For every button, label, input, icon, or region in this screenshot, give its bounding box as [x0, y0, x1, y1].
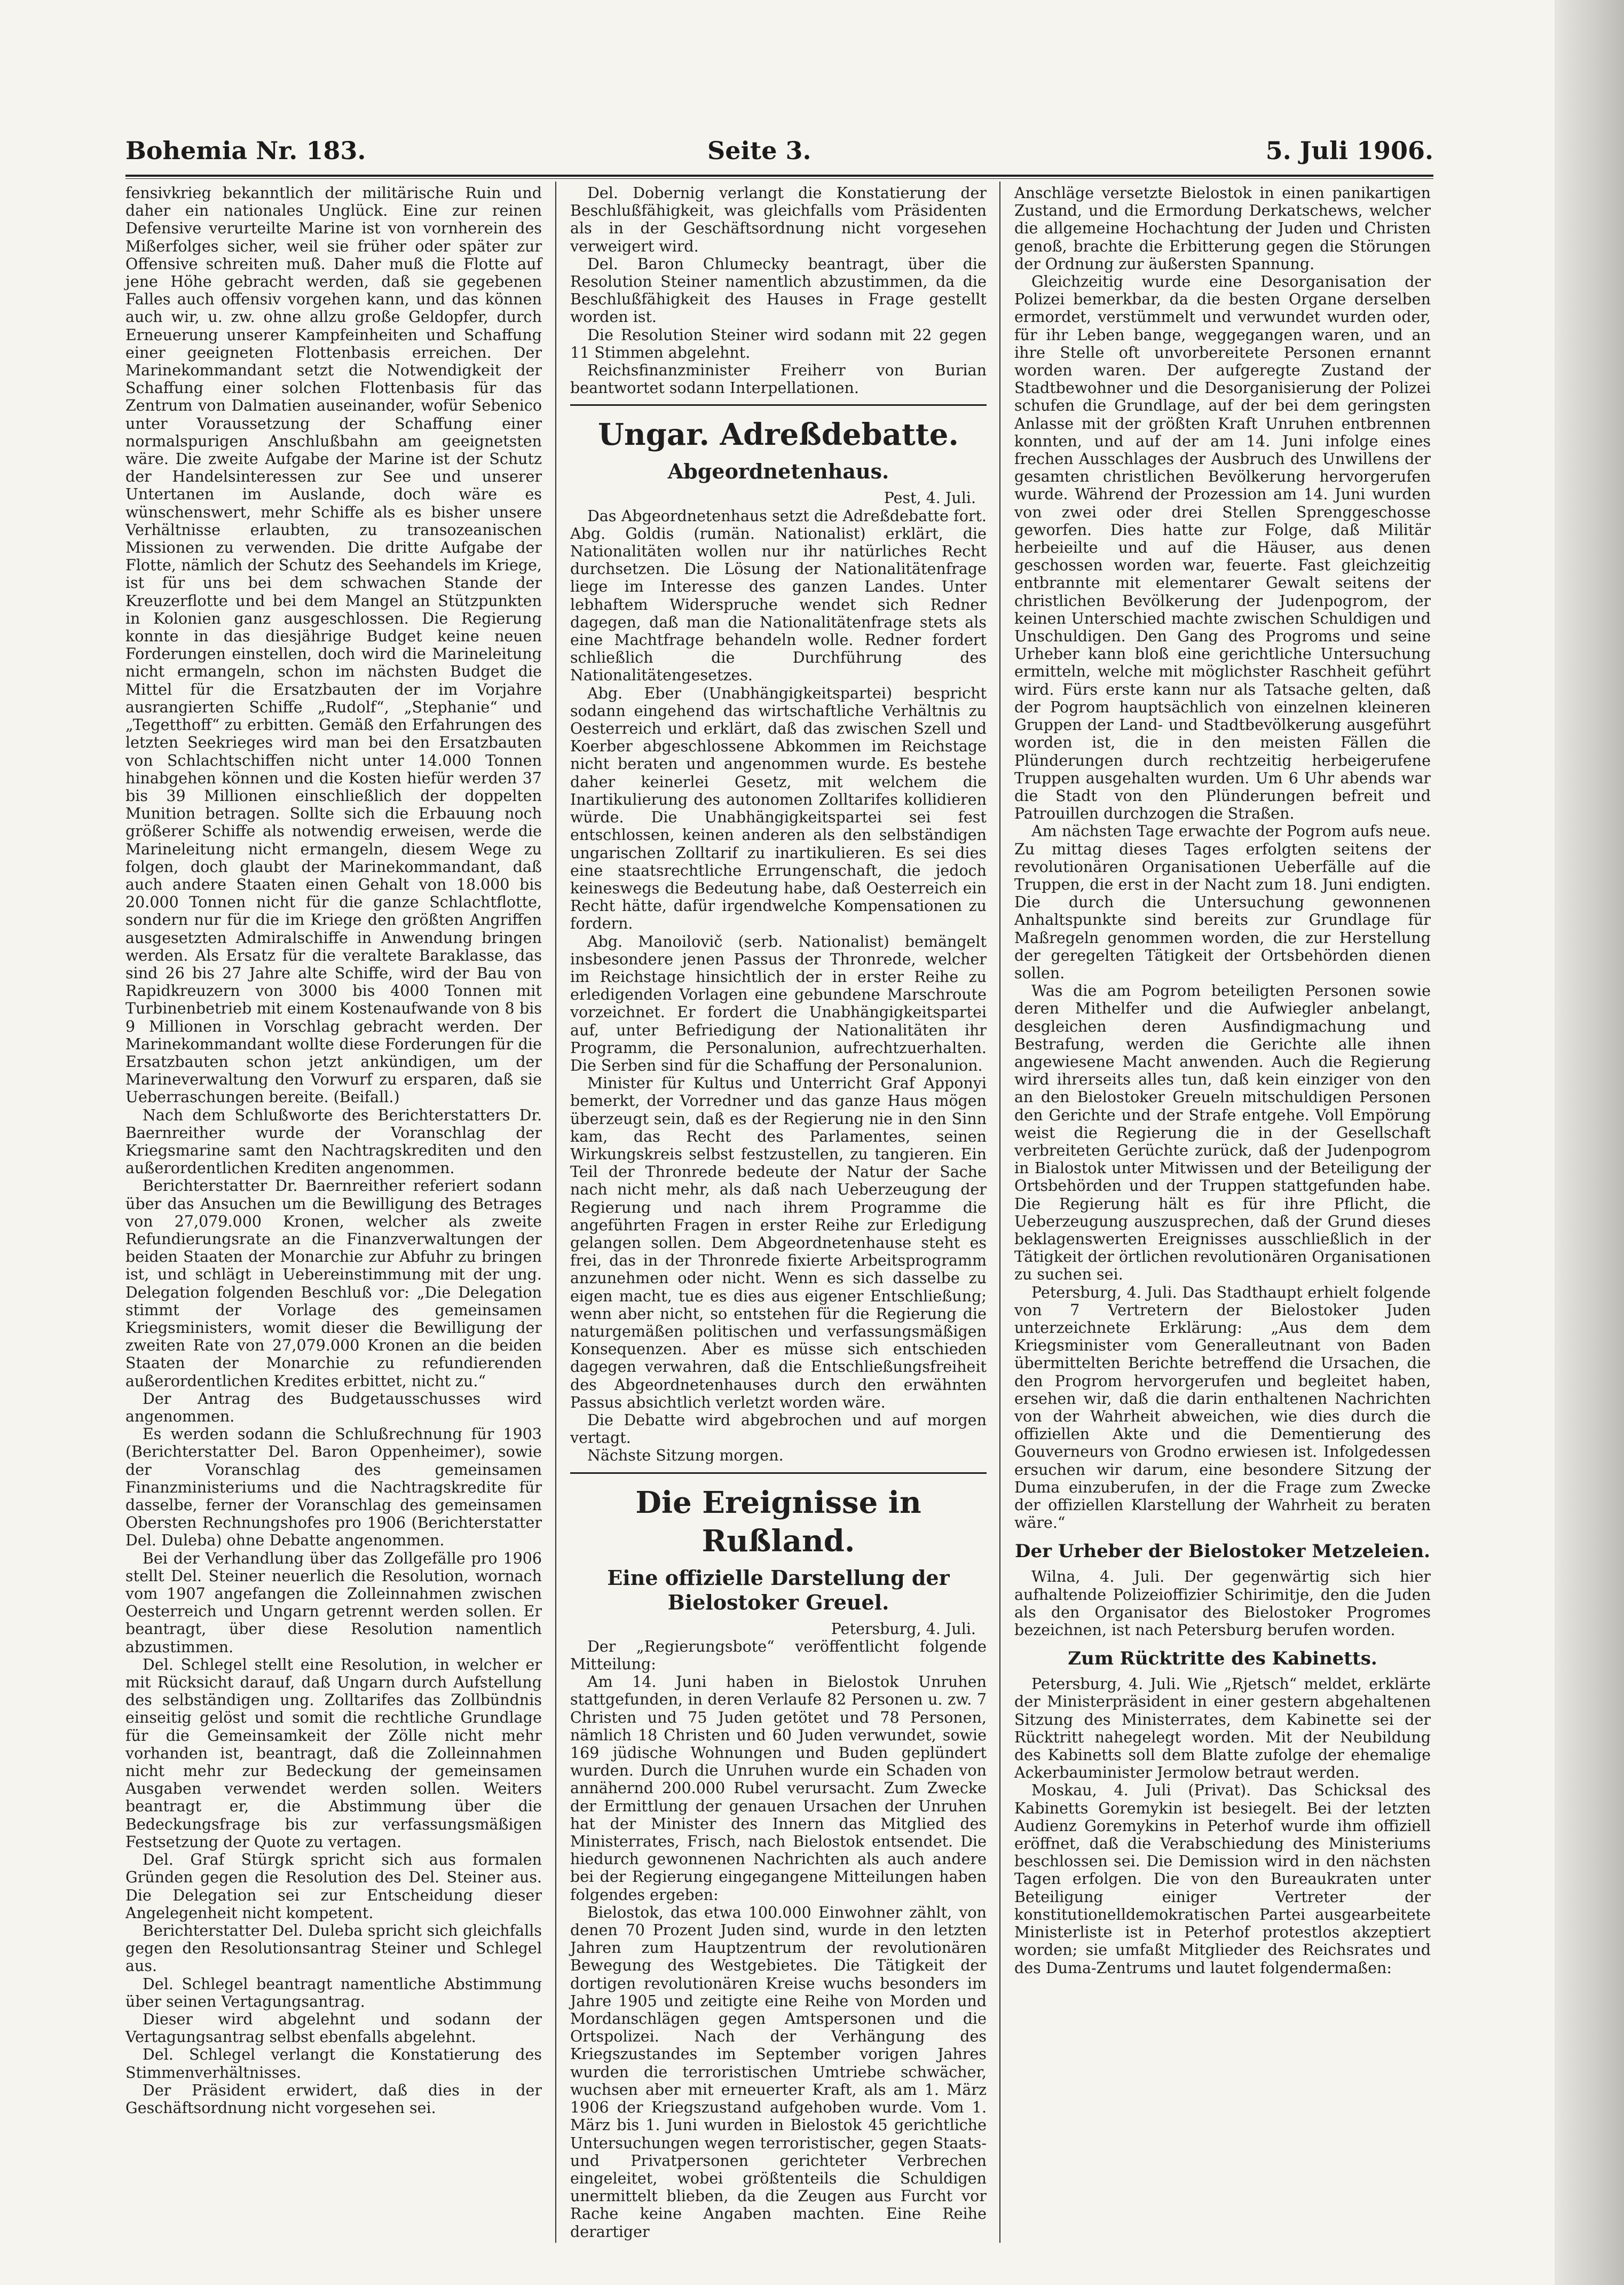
page-edge-shadow: [1555, 0, 1624, 2285]
article-paragraph: Gleichzeitig wurde eine Desorganisation der Polizei bemerkbar, da die besten Organe derselben ermordet, verstümmelt und verwundet wurden oder, für ihr Leben bange, weggegangen waren, und an ihre Stelle oft unvorbereitete Personen ernannt worden waren. Der aufgeregte Zustand der Stadtbewohner und die Desorganisierung der Polizei schufen die Grundlage, auf der bei dem geringsten Anlasse mit der größten Kraft Unruhen entbrennen konnten, und auf der am 14. Juni infolge eines frechen Ausschlages der Ausbruch des Unwillens der gesamten christlichen Bevölkerung hervorgerufen wurde. Während der Prozession am 14. Juni wurden von zwei oder drei Stellen Sprenggeschosse geworfen. Dies hatte zur Folge, daß Militär herbeieilte und auf die Häuser, aus denen geschossen worden war, feuerte. Fast gleichzeitig entbrannte mit elementarer Gewalt seitens der christlichen Bevölkerung der Judenpogrom, der keinen Unterschied machte zwischen Schuldigen und Unschuldigen. Den Gang des Progroms und seine Urheber kann bloß eine gerichtliche Untersuchung ermitteln, welche mit möglichster Raschheit geführt wird. Fürs erste kann nur als Tatsache gelten, daß der Pogrom hauptsächlich von einzelnen kleineren Gruppen der Land- und Stadtbevölkerung ausgeführt worden ist, die in den meisten Fällen die Plünderungen durch rechtzeitig herbeigerufene Truppen ausgehalten wurden. Um 6 Uhr abends war die Stadt von den Plünderungen befreit und Patrouillen durchzogen die Straßen.: [1014, 273, 1431, 823]
column-divider-2: [999, 182, 1000, 2243]
article-paragraph: Bielostok, das etwa 100.000 Einwohner zählt, von denen 70 Prozent Juden sind, wurde in den letzten Jahren zum Hauptzentrum der revolutionären Bewegung des Westgebietes. Die Tätigkeit der dortigen revolutionären Kreise wuchs besonders im Jahre 1905 und zeitigte eine Reihe von Morden und Mordanschlägen gegen Amtspersonen und die Ortspolizei. Nach der Verhängung des Kriegszustandes im September vorigen Jahres wurden die terroristischen Umtriebe schwächer, wuchsen aber mit erneuerter Kraft, als am 1. März 1906 der Kriegszustand aufgehoben wurde. Vom 1. März bis 1. Juni wurden in Bielostok 45 gerichtliche Untersuchungen wegen terroristischer, gegen Staats- und Privatpersonen gerichteter Verbrechen eingeleitet, wobei größtenteils die Schuldigen unermittelt blieben, da die Zeugen aus Furcht vor Rache keine Angaben machten. Eine Reihe derartiger: [570, 1903, 987, 2241]
article-paragraph: Moskau, 4. Juli (Privat). Das Schicksal des Kabinetts Goremykin ist besiegelt. Bei der letzten Audienz Goremykins in Peterhof wurde ihm offiziell eröffnet, daß die Verabschiedung des Ministeriums beschlossen sei. Die Demission wird in den nächsten Tagen erfolgen. Die von den Bureaukraten unter Beteiligung einiger Vertreter der konstitutionelldemokratischen Partei ausgearbeitete Ministerliste ist in Peterhof protestlos akzeptiert worden; sie umfaßt Mitglieder des Reichsrates und des Duma-Zentrums und lautet folgendermaßen:: [1014, 1781, 1431, 1977]
article-paragraph: Petersburg, 4. Juli. Das Stadthaupt erhielt folgende von 7 Vertretern der Bielostoker Juden unterzeichnete Erklärung: „Aus dem dem Kriegsminister vom Generalleutnant von Baden übermittelten Berichte betreffend die Ursachen, die den Progrom hervorgerufen und begleitet haben, ersehen wir, daß die darin enthaltenen Nachrichten von der Wahrheit abweichen, wie dies durch die offiziellen Akte und die Dementierung des Gouverneurs von Grodno erwiesen ist. Infolgedessen ersuchen wir darum, eine besondere Sitzung der Duma einzuberufen, in der die Frage zum Zwecke der offiziellen Klarstellung der Wahrheit zu beraten wäre.“: [1014, 1283, 1431, 1532]
article-paragraph: Dieser wird abgelehnt und sodann der Vertagungsantrag selbst ebenfalls abgelehnt.: [125, 2010, 542, 2046]
section-headline: Der Urheber der Bielostoker Metzeleien.: [1015, 1541, 1430, 1562]
article-paragraph: Nach dem Schlußworte des Berichterstatters Dr. Baernreither wurde der Voranschlag der Kriegsmarine samt den Nachtragskrediten und den außerordentlichen Krediten angenommen.: [125, 1106, 542, 1177]
header-page-number: Seite 3.: [707, 136, 811, 165]
article-paragraph: Die Debatte wird abgebrochen und auf morgen vertagt.: [570, 1411, 987, 1447]
header-issue: Bohemia Nr. 183.: [125, 136, 366, 165]
article-paragraph: Berichterstatter Dr. Baernreither referiert sodann über das Ansuchen um die Bewilligung des Betrages von 27,079.000 Kronen, welcher als zweite Refundierungsrate an die Finanzverwaltungen der beiden Staaten der Monarchie zur Abfuhr zu bringen ist, und schlägt in Uebereinstimmung mit der ung. Delegation folgenden Beschluß vor: „Die Delegation stimmt der Vorlage des gemeinsamen Kriegsministers, womit dieser die Bewilligung der zweiten Rate von 27,079.000 Kronen an die beiden Staaten der Monarchie zu refundierenden außerordentlichen Kredites erbittet, nicht zu.“: [125, 1177, 542, 1390]
section-rule: [570, 1472, 987, 1474]
page-header: [125, 136, 1433, 174]
article-paragraph: Del. Baron Chlumecky beantragt, über die Resolution Steiner namentlich abzustimmen, da die Beschlußfähigkeit des Hauses in Frage gestellt worden ist.: [570, 255, 987, 326]
article-paragraph: Das Abgeordnetenhaus setzt die Adreßdebatte fort. Abg. Goldis (rumän. Nationalist) erklärt, die Nationalitäten wollen nur ihr natürliches Recht durchsetzen. Die Lösung der Nationalitätenfrage liege im Interesse des ganzen Landes. Unter lebhaftem Widerspruche wendet sich Redner dagegen, daß man die Nationalitätenfrage stets als eine Machtfrage behandeln wolle. Redner fordert schließlich die Durchführung des Nationalitätengesetzes.: [570, 507, 987, 685]
column-divider-1: [555, 182, 556, 2243]
article-paragraph: Del. Schlegel verlangt die Konstatierung des Stimmenverhältnisses.: [125, 2046, 542, 2082]
section-headline: Die Ereignisse in Rußland.: [635, 1485, 921, 1559]
article-paragraph: fensivkrieg bekanntlich der militärische Ruin und daher ein nationales Unglück. Eine zur reinen Defensive verurteilte Marine ist von vornherein des Mißerfolges sicher, weil sie früher oder später zur Offensive schreiten muß. Daher muß die Flotte auf jene Höhe gebracht werden, daß sie gegebenen Falles auch offensiv vorgehen kann, und das können auch wir, u. zw. ohne allzu große Geldopfer, durch Erneuerung unserer Kampfeinheiten und Schaffung einer geeigneten Flottenbasis erreichen. Der Marinekommandant setzt die Notwendigkeit der Schaffung einer solchen Flottenbasis für das Zentrum von Dalmatien auseinander, wofür Sebenico unter Voraussetzung der Schaffung einer normalspurigen Anschlußbahn am geeignetsten wäre. Die zweite Aufgabe der Marine ist der Schutz der Handelsinteressen zur See und unserer Untertanen im Auslande, doch wäre es wünschenswert, mehr Schiffe als es bisher unsere Verhältnisse erlaubten, zu transozeanischen Missionen zu verwenden. Die dritte Aufgabe der Flotte, nämlich der Schutz des Seehandels im Kriege, ist für uns bei dem schwachen Stande der Kreuzerflotte und bei dem Mangel an Stützpunkten in Kolonien ganz ausgeschlossen. Die Regierung konnte in das diesjährige Budget keine neuen Forderungen einstellen, doch wird die Marineleitung nicht ermangeln, schon im nächsten Budget die Mittel für die Ersatzbauten der im Vorjahre ausrangierten Schiffe „Rudolf“, „Stephanie“ und „Tegetthoff“ zu erbitten. Gemäß den Erfahrungen des letzten Seekrieges wird man bei den Ersatzbauten von Schlachtschiffen nicht unter 14.000 Tonnen hinabgehen können und die Kosten hiefür werden 37 bis 39 Millionen einschließlich der doppelten Munition betragen. Sollte sich die Erbauung noch größerer Schiffe als notwendig erweisen, werde die Marineleitung nicht ermangeln, diesem Wege zu folgen, doch glaubt der Marinekommandant, daß auch andere Staaten einen Gehalt von 18.000 bis 20.000 Tonnen nicht für die ganze Schlachtflotte, sondern nur für die im Kriege den größten Angriffen ausgesetzten Admiralschiffe in Anwendung bringen werden. Als Ersatz für die veraltete Baraklasse, das sind 26 bis 27 Jahre alte Schiffe, wird der Bau von Rapidkreuzern von 3000 bis 4000 Tonnen mit Turbinenbetrieb mit einem Kostenaufwande von 8 bis 9 Millionen in Vorschlag gebracht werden. Der Marinekommandant wollte diese Forderungen für die Ersatzbauten schon jetzt ankündigen, um der Marineverwaltung den Vorwurf zu ersparen, daß sie Ueberraschungen bereite. (Beifall.): [125, 184, 542, 1106]
dateline: Pest, 4. Juli.: [884, 489, 976, 507]
article-paragraph: Berichterstatter Del. Duleba spricht sich gleichfalls gegen den Resolutionsantrag Steiner und Schlegel aus.: [125, 1921, 542, 1975]
article-paragraph: Del. Schlegel stellt eine Resolution, in welcher er mit Rücksicht darauf, daß Ungarn durch Aufstellung des selbständigen ung. Zolltarifes das Zollbündnis einseitig gelöst und somit die rechtliche Grundlage für die Gemeinsamkeit der Zölle nicht mehr vorhanden ist, beantragt, daß die Zolleinnahmen nicht mehr zur Bedeckung der gemeinsamen Ausgaben verwendet werden sollen. Weiters beantragt er, die Abstimmung über die Bedeckungsfrage bis zur verfassungsmäßigen Festsetzung der Quote zu vertagen.: [125, 1655, 542, 1851]
article-paragraph: Reichsfinanzminister Freiherr von Burian beantwortet sodann Interpellationen.: [570, 362, 987, 397]
header-rule: [125, 175, 1433, 177]
section-headline: Ungar. Adreßdebatte.: [598, 417, 959, 453]
article-paragraph: Del. Graf Stürgk spricht sich aus formalen Gründen gegen die Resolution des Del. Steiner aus. Die Delegation sei zur Entscheidung dieser Angelegenheit nicht kompetent.: [125, 1851, 542, 1922]
article-paragraph: Was die am Pogrom beteiligten Personen sowie deren Mithelfer und die Aufwiegler anbelangt, desgleichen deren Ausfindigmachung und Bestrafung, werden die Gerichte alle ihnen angewiesene Macht anwenden. Auch die Regierung wird ihrerseits alles tun, daß kein einziger von den an den Bielostoker Greueln mitschuldigen Personen den Gerichte und der Strafe entgehe. Voll Empörung weist die Regierung die in der Gesellschaft verbreiteten Gerüchte zurück, daß der Judenpogrom in Bialostok unter Mitwissen und der Beteiligung der Ortsbehörden und der Truppen stattgefunden habe. Die Regierung hält es für ihre Pflicht, die Ueberzeugung auszusprechen, daß der Grund dieses beklagenswerten Ereignisses ausschließlich in der Tätigkeit der örtlichen revolutionären Organisationen zu suchen sei.: [1014, 982, 1431, 1284]
section-rule: [570, 404, 987, 406]
article-paragraph: Anschläge versetzte Bielostok in einen panikartigen Zustand, und die Ermordung Derkatschews, welcher die allgemeine Hochachtung der Juden und Christen genoß, brachte die Erbitterung gegen die Störungen der Ordnung zur äußersten Spannung.: [1014, 184, 1431, 273]
article-paragraph: Bei der Verhandlung über das Zollgefälle pro 1906 stellt Del. Steiner neuerlich die Resolution, wornach vom 1907 angefangen die Zolleinnahmen zwischen Oesterreich und Ungarn getrennt werden sollen. Er beantragt, über diese Resolution namentlich abzustimmen.: [125, 1549, 542, 1656]
article-paragraph: Der „Regierungsbote“ veröffentlicht folgende Mitteilung:: [570, 1637, 987, 1674]
article-paragraph: Nächste Sitzung morgen.: [587, 1447, 784, 1465]
article-paragraph: Am 14. Juni haben in Bielostok Unruhen stattgefunden, in deren Verlaufe 82 Personen u. zw. 7 Christen und 75 Juden getötet und 78 Personen, nämlich 18 Christen und 60 Juden verwundet, sowie 169 jüdische Wohnungen und Buden geplündert wurden. Durch die Unruhen wurde ein Schaden von annähernd 200.000 Rubel verursacht. Zum Zwecke der Ermittlung der genauen Ursachen der Unruhen hat der Minister des Innern das Mitglied des Ministerrates, Frisch, nach Bielostok entsendet. Die hiedurch gewonnenen Nachrichten als auch andere bei der Regierung eingegangene Mitteilungen haben folgendes ergeben:: [570, 1673, 987, 1904]
column-1: [125, 184, 542, 2117]
article-paragraph: Die Resolution Steiner wird sodann mit 22 gegen 11 Stimmen abgelehnt.: [570, 326, 987, 362]
article-paragraph: Der Antrag des Budgetausschusses wird angenommen.: [125, 1389, 542, 1426]
header-rule-thin: [125, 178, 1433, 179]
article-paragraph: Del. Dobernig verlangt die Konstatierung der Beschlußfähigkeit, was gleichfalls vom Präsidenten als in der Geschäftsordnung nicht vorgesehen verweigert wird.: [570, 184, 987, 255]
article-paragraph: Abg. Manoilovič (serb. Nationalist) bemängelt insbesondere jenen Passus der Thronrede, welcher im Reichstage hinsichtlich der in erster Reihe zu erledigenden Vorlagen eine gebundene Marschroute vorzeichnet. Er fordert die Unabhängigkeitspartei auf, unter Befriedigung der Nationalitäten ihr Programm, die Personalunion, aufrechtzuerhalten. Die Serben sind für die Schaffung der Personalunion.: [570, 932, 987, 1074]
section-subheadline: Abgeordnetenhaus.: [667, 459, 889, 484]
article-paragraph: Del. Schlegel beantragt namentliche Abstimmung über seinen Vertagungsantrag.: [125, 1975, 542, 2011]
column-2: [570, 184, 987, 2241]
article-paragraph: Es werden sodann die Schlußrechnung für 1903 (Berichterstatter Del. Baron Oppenheimer), sowie der Voranschlag des gemeinsamen Finanzministeriums und die Nachtragskredite für dasselbe, ferner der Voranschlag des gemeinsamen Obersten Rechnungshofes pro 1906 (Berichterstatter Del. Duleba) ohne Debatte angenommen.: [125, 1425, 542, 1550]
section-subheadline: Eine offizielle Darstellung der Bielostoker Greuel.: [607, 1565, 950, 1614]
section-headline: Zum Rücktritte des Kabinetts.: [1068, 1648, 1377, 1670]
article-paragraph: Abg. Eber (Unabhängigkeitspartei) bespricht sodann eingehend das wirtschaftliche Verhältnis zu Oesterreich und erklärt, daß das zwischen Szell und Koerber abgeschlossene Abkommen im Reichstage nicht beraten und angenommen wurde. Es bestehe daher keinerlei Gesetz, mit welchem die Inartikulierung des autonomen Zolltarifes kollidieren würde. Die Unabhängigkeitspartei sei fest entschlossen, keinen anderen als den selbständigen ungarischen Zolltarif zu inartikulieren. Es sei dies eine staatsrechtliche Errungenschaft, die jedoch keineswegs die Bedeutung habe, daß Oesterreich ein Recht hätte, dafür irgendwelche Kompensationen zu fordern.: [570, 684, 987, 933]
dateline: Petersburg, 4. Juli.: [831, 1620, 976, 1638]
article-paragraph: Am nächsten Tage erwachte der Pogrom aufs neue. Zu mittag dieses Tages erfolgten seitens der revolutionären Organisationen Ueberfälle auf die Truppen, die erst in der Nacht zum 18. Juni endigten. Die durch die Untersuchung gewonnenen Anhaltspunkte sind bereits zur Grundlage für Maßregeln genommen worden, die zur Herstellung der geregelten Tätigkeit der Ortsbehörden dienen sollen.: [1014, 822, 1431, 982]
article-paragraph: Minister für Kultus und Unterricht Graf Apponyi bemerkt, der Vorredner und das ganze Haus mögen überzeugt sein, daß es der Regierung nie in den Sinn kam, das Recht des Parlamentes, seinen Wirkungskreis selbst festzustellen, zu tangieren. Ein Teil der Thronrede bedeute der Natur der Sache nach nicht mehr, als daß nach Ueberzeugung der Regierung und nach ihrem Programme die angeführten Fragen in erster Reihe zur Erledigung gelangen sollen. Dem Abgeordnetenhause steht es frei, das in der Thronrede fixierte Arbeitsprogramm anzunehmen oder nicht. Wenn es sich dasselbe zu eigen macht, tue es dies aus eigener Entschließung; wenn aber nicht, so entstehen für die Regierung die naturgemäßen politischen und verfassungsmäßigen Konsequenzen. Aber es müsse sich entschieden dagegen verwahren, daß die Entschließungsfreiheit des Abgeordnetenhauses durch den erwähnten Passus absichtlich verletzt worden wäre.: [570, 1074, 987, 1411]
article-paragraph: Wilna, 4. Juli. Der gegenwärtig sich hier aufhaltende Polizeioffizier Schirimitje, den die Juden als den Organisator des Bielostoker Progromes bezeichnen, ist nach Petersburg berufen worden.: [1014, 1568, 1431, 1639]
article-paragraph: Petersburg, 4. Juli. Wie „Rjetsch“ meldet, erklärte der Ministerpräsident in einer gestern abgehaltenen Sitzung des Ministerrates, dem Kabinette sei der Rücktritt nahegelegt worden. Mit der Neubildung des Kabinetts soll dem Blatte zufolge der ehemalige Ackerbauminister Jermolow betraut werden.: [1014, 1675, 1431, 1782]
column-3: [1014, 184, 1431, 1977]
header-date: 5. Juli 1906.: [1265, 136, 1433, 165]
article-paragraph: Der Präsident erwidert, daß dies in der Geschäftsordnung nicht vorgesehen sei.: [125, 2081, 542, 2117]
